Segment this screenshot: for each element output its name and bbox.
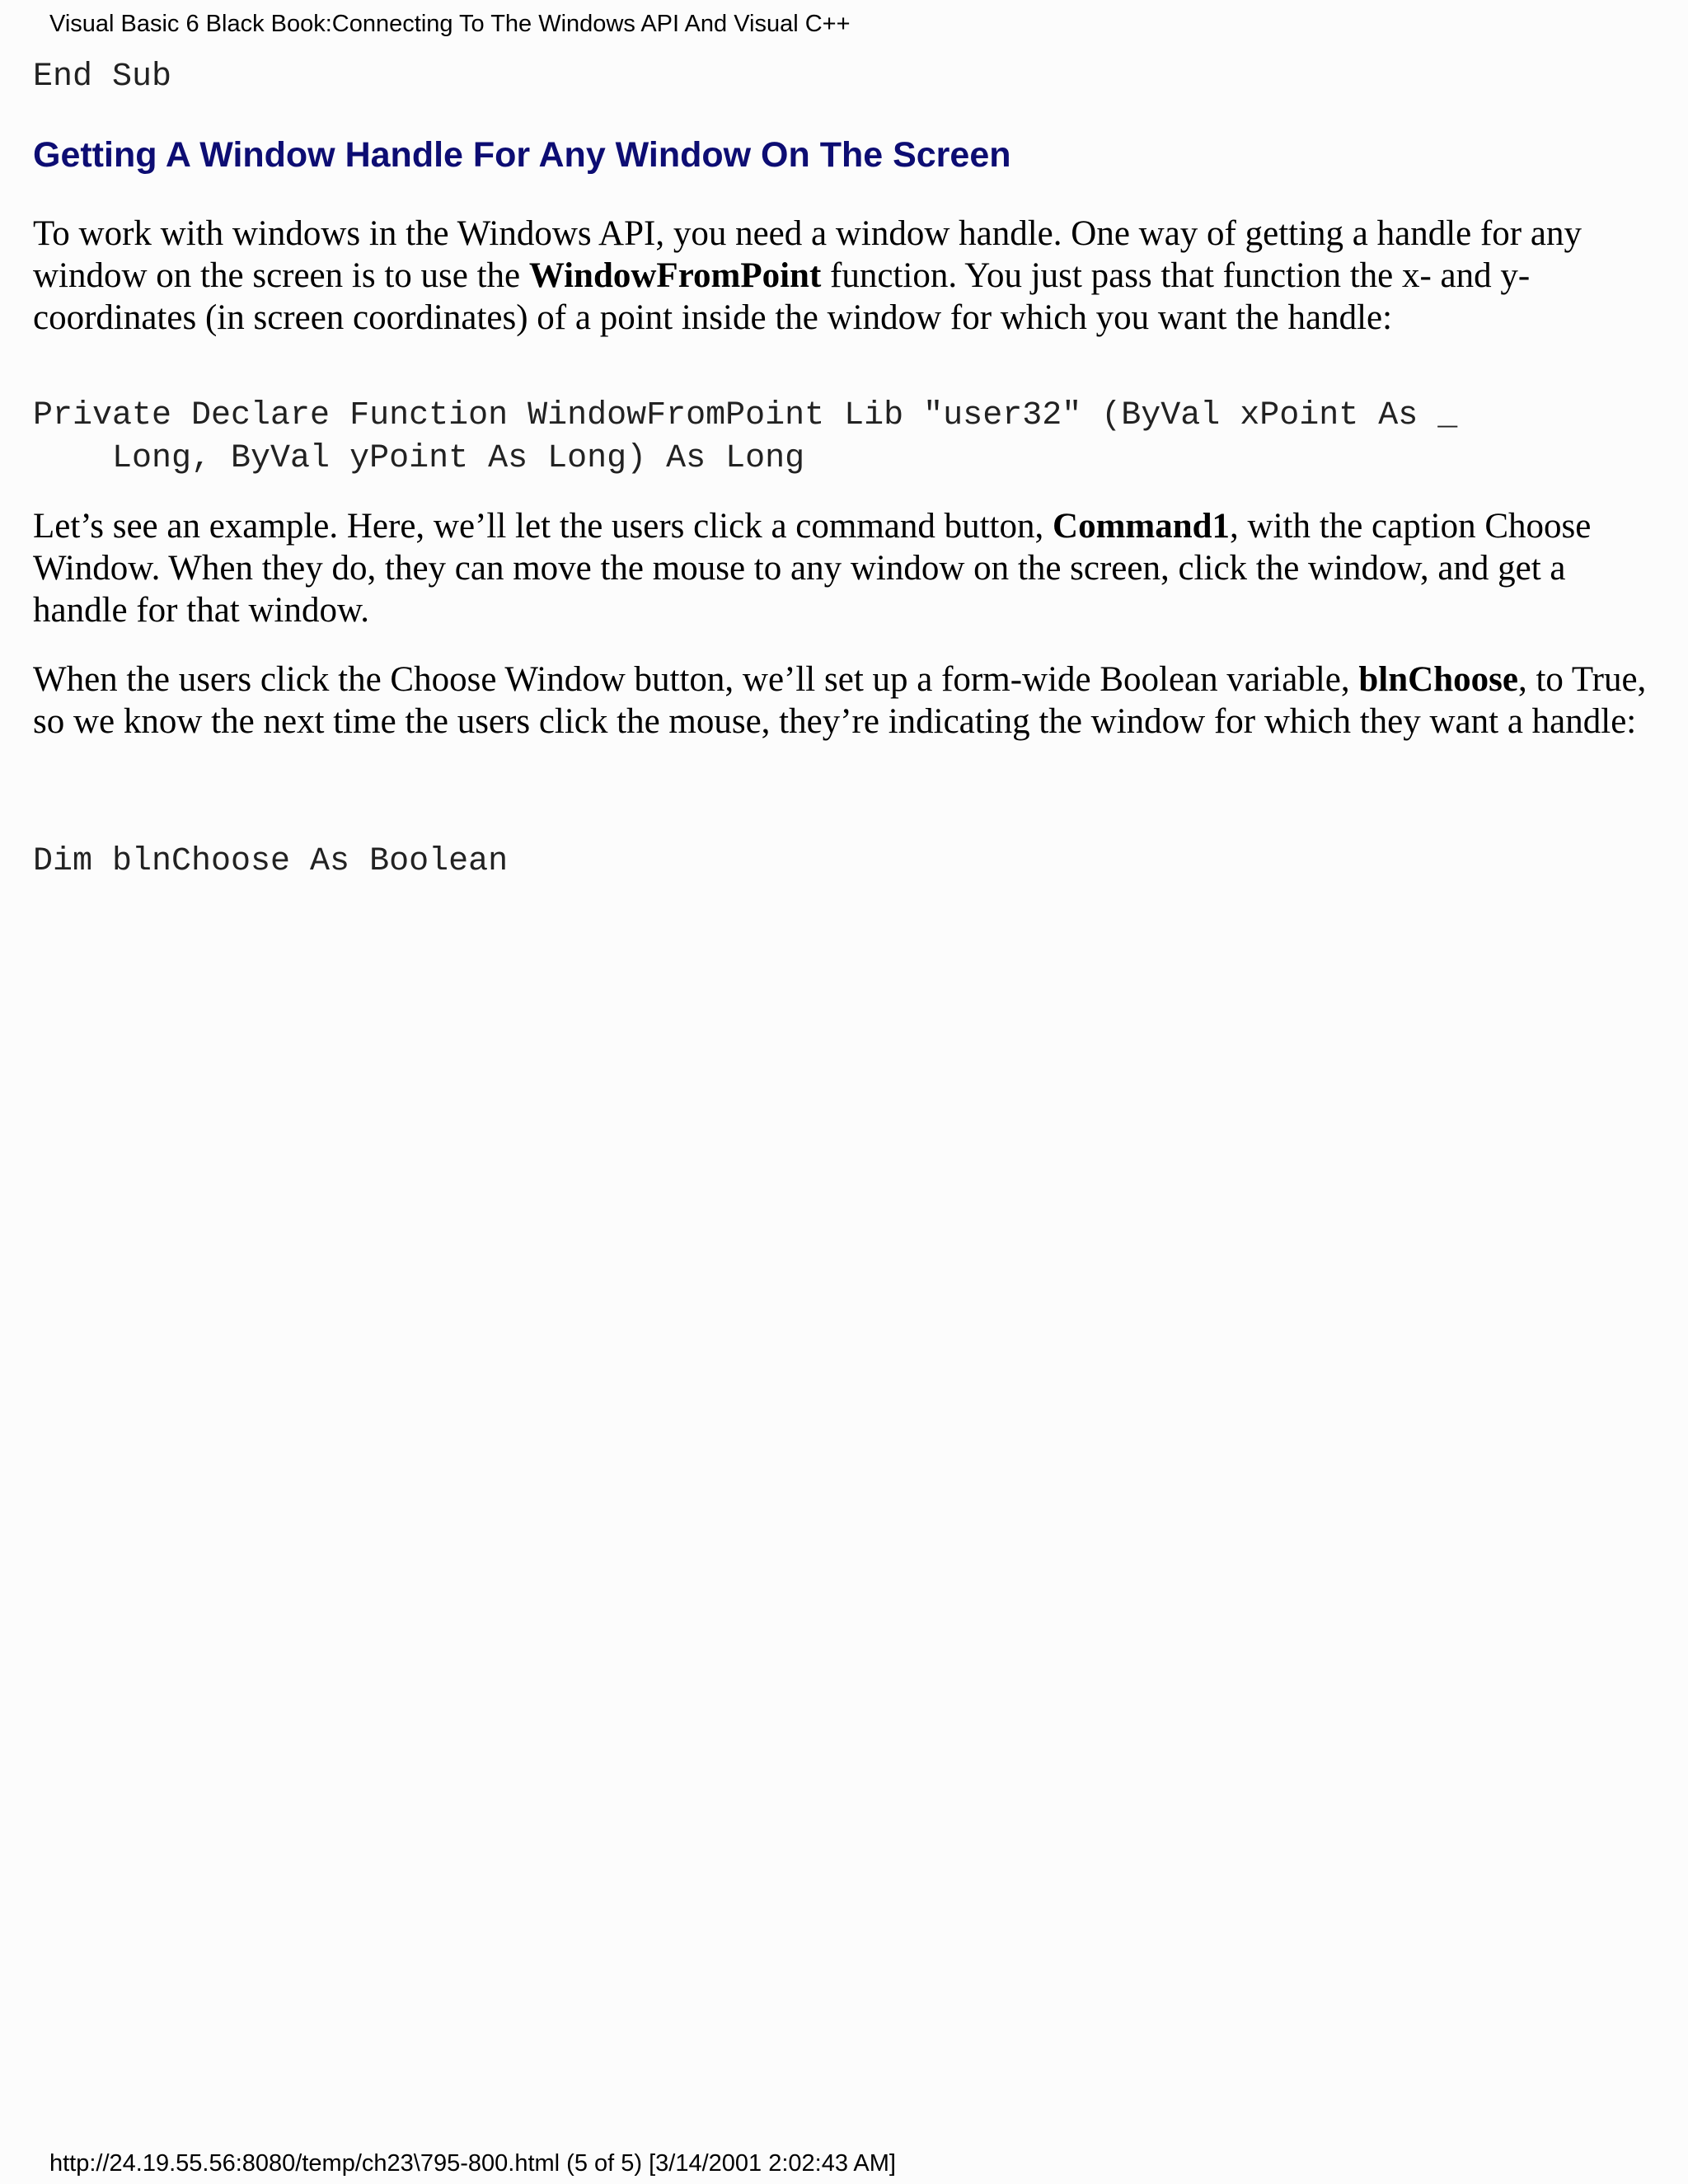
paragraph-text: Let’s see an example. Here, we’ll let the users click a command button,: [33, 507, 1053, 546]
code-end-sub: End Sub: [33, 59, 172, 96]
control-name: Command1: [1053, 507, 1231, 546]
variable-name: blnChoose: [1358, 660, 1518, 699]
paragraph-text: function. You just pass that function the x- and y-coordinates (in screen coordinates) of a point inside the window for which you want the handle:: [33, 256, 1531, 337]
paragraph-text: , with the caption Choose Window. When they do, they can move the mouse to any window on the screen, click the window, and get a handle for that window.: [33, 507, 1592, 630]
paragraph-text: To work with windows in the Windows API, you need a window handle. One way of getting a handle for any window on the screen is to use the: [33, 214, 1582, 295]
paragraph-text: , to True, so we know the next time the users click the mouse, they’re indicating the window for which they want a handle:: [33, 660, 1647, 741]
section-heading: Getting A Window Handle For Any Window On The Screen: [33, 135, 1011, 175]
code-declare-function: Private Declare Function WindowFromPoint Lib "user32" (ByVal xPoint As _ Long, ByVal yPoint As Long) As Long: [33, 397, 1458, 477]
paragraph-example: [33, 505, 1665, 631]
paragraph-text: When the users click the Choose Window button, we’ll set up a form-wide Boolean variable,: [33, 660, 1359, 699]
paragraph-choose-window: [33, 658, 1665, 743]
code-dim-variable: Dim blnChoose As Boolean: [33, 843, 509, 880]
function-name: WindowFromPoint: [528, 256, 822, 295]
paragraph-window-handle: [33, 213, 1665, 339]
page-footer: http://24.19.55.56:8080/temp/ch23\795-800.html (5 of 5) [3/14/2001 2:02:43 AM]: [49, 2150, 896, 2177]
page-header: Visual Basic 6 Black Book:Connecting To The Windows API And Visual C++: [49, 11, 851, 37]
